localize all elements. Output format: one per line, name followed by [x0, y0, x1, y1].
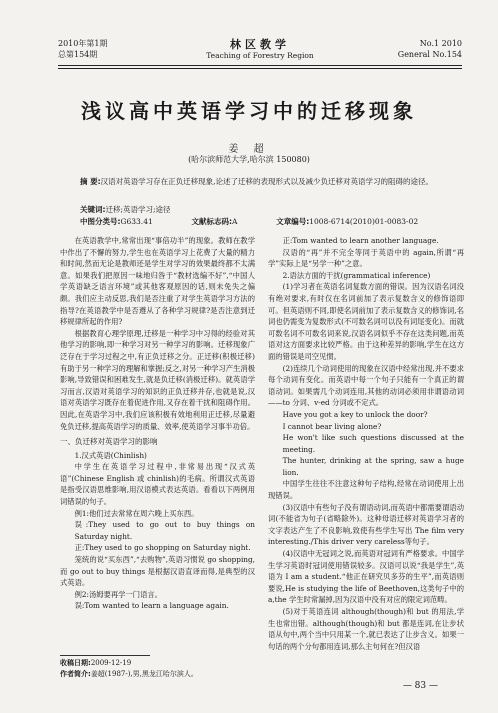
subsection-heading: 1.汉式英语(Chinlish)	[74, 450, 147, 460]
keywords	[80, 204, 438, 216]
doc-code-label: 文献标志码:	[191, 217, 233, 226]
left-column	[60, 235, 255, 612]
page-number: — 83 —	[402, 681, 438, 691]
example-sentence: He won't like such questions discussed at the meeting.	[282, 433, 464, 454]
keywords-text: 迁移;英语学习;途径	[105, 205, 171, 214]
journal-english-title: Teaching of Forestry Region	[206, 51, 314, 60]
article-number-value: 1008-6714(2010)01-0083-02	[309, 217, 419, 226]
paragraph: 在英语教学中,常常出现“事倍功半”的现象。教师在教学中作出了不懈的努力,学生也在英语学习上花费了大量的精力和时间,然而无论是教师还是学生对学习的效果最终都不太满意。如果我们把原因一味地归咎于“教材选编不好”,“中国人学英语缺乏语言环境”或其他客观原因的话,则未免失之偏颇。我们应主动反思,我们是否注重了对学生英语学习方法的指导?在英语教学中是否遵从了各种学习规律?是否注意到迁移规律所起的作用?	[60, 236, 255, 327]
paragraph: (5)对于英语连词 although(though)和 but 的用法,学生也常出错。although(though)和 but 都是连词,在让步状语从句中,两个当中只用某一个,就已表达了让步含义。如果一句话的两个分句都用连词,那么主句何在?但汉语	[268, 607, 464, 651]
journal-header	[58, 38, 462, 64]
abstract-text: 汉语对英语学习存在正负迁移现象,论述了迁移的表现形式以及减少负迁移对英语学习的阻碍的途径。	[100, 177, 434, 186]
paragraph: (4)汉语中无冠词之说,而英语对冠词有严格要求。中国学生学习英语时冠词使用错误较多。汉语可以说“我是学生”,英语为 I am a student.“他正在研究贝多芬的生平”,而英语则要说,He is studying the life of Beethoven,这类句子中的 a,the 学生时常漏掉,因为汉语中没有对应的限定词范畴。	[268, 549, 464, 605]
section-heading: 一、负迁移对英语学习的影响	[60, 437, 158, 447]
example: 例2:汤姆要再学一门语言。	[74, 589, 162, 599]
clc-value: G633.41	[120, 217, 153, 226]
clc-label: 中图分类号:	[80, 217, 121, 226]
article-title: 浅议高中英语学习中的迁移现象	[81, 99, 417, 123]
abstract-label: 摘 要:	[80, 177, 101, 186]
issue-year: 2010年第1期	[58, 39, 108, 48]
example-wrong: 误:Tom wanted to learn a language again.	[74, 601, 229, 611]
right-column	[268, 235, 464, 652]
subsection-heading: 2.语法方面的干扰(grammatical inference)	[282, 270, 431, 280]
issue-info-right	[398, 38, 462, 60]
general-number: General No.154	[397, 50, 462, 59]
received-date: 2009-12-19	[90, 659, 132, 667]
example: 例1:他们过去常常在周六晚上买东西。	[74, 508, 199, 518]
paragraph: 笼统的说“买东西”,“去购物”,英语习惯说 go shopping,而 go out to buy things 是根据汉语直译而得,是典型的汉式英语。	[60, 555, 255, 588]
example-right: 正:They used to go shopping on Saturday night.	[74, 543, 251, 553]
paragraph: 根据教育心理学原理,迁移是一种学习中习得的经验对其他学习的影响,即一种学习对另一种学习的影响。迁移现象广泛存在于学习过程之中,有正负迁移之分。正迁移(积极迁移)有助于另一种学习的理解和掌握;反之,对另一种学习产生消极影响,导致错误和困难发生,就是负迁移(消极迁移)。就英语学习而言,汉语对英语学习的知识的正负迁移并存,也就是说,汉语对英语学习既存在着促进作用,又存在着干扰和阻碍作用。因此,在英语学习中,我们应该积极有效地利用正迁移,尽量避免负迁移,提高英语学习的质量、效率,使英语学习事半功倍。	[60, 328, 255, 431]
example-sentence: Have you got a key to unlock the door?	[282, 409, 428, 419]
example-right: 正:Tom wanted to learn another language.	[282, 236, 439, 245]
paragraph: 汉语的“再”并不完全等同于英语中的 again,所谓“再学”实际上是“另学一种”之意。	[268, 247, 464, 269]
footnote-rule	[60, 655, 150, 656]
abstract	[80, 176, 438, 188]
received-date-line	[60, 658, 198, 669]
author-bio-line	[60, 669, 198, 680]
example-sentence: The hunter, drinking at the spring, saw a huge lion.	[282, 456, 464, 477]
issue-number: No.1 2010	[419, 39, 462, 48]
doc-code-value: A	[232, 217, 238, 226]
author-bio: 姜超(1987-),男,黑龙江哈尔滨人。	[90, 670, 198, 678]
author-affiliation: (哈尔滨师范大学,哈尔滨 150080)	[188, 155, 310, 164]
example-wrong: 误:They used to go out to buy things on Saturday night.	[74, 520, 255, 541]
author-name: 姜 超	[228, 144, 270, 155]
keywords-label: 关键词:	[80, 205, 106, 214]
paragraph: 中国学生往往不注意这种句子结构,经常在动词使用上出现错误。	[268, 479, 464, 501]
example-sentence: I cannot bear living alone?	[282, 421, 382, 431]
issue-total: 总第154期	[58, 50, 98, 59]
paragraph: 中学生在英语学习过程中,非常易出现“汉式英语”(Chinese English 或 chinlish)的毛病。所谓汉式英语是指受汉语思维影响,用汉语模式表达英语。看看以下两例用词错误的句子。	[60, 462, 255, 507]
paragraph: (1)学习者在英语名词复数方面的错误。因为汉语名词没有绝对要求,有时仅在名词前加了表示复数含义的修饰语即可。但英语则不同,即使名词前加了表示复数含义的修饰词,名词也仍需变为复数形式(不可数名词可以没有词尾变化)。而就可数名词不可数名词来说,汉语名词似乎不存在这类问题,而英语对这方面要求比较严格。由于这种差异的影响,学生在这方面的错误是司空见惯。	[268, 282, 464, 361]
article-number-label: 文章编号:	[276, 217, 310, 226]
paragraph: (3)汉语中有些句子没有谓语动词,而英语中都需要谓语动词(不能省为句子(省略除外)。这种母语迁移对英语学习者的文字表达产生了不良影响,致使有些学生写出 The film very interesting./This driver very careless等句子。	[268, 502, 464, 547]
header-rule	[58, 65, 462, 66]
journal-title: 林区教学	[230, 38, 290, 51]
received-label: 收稿日期:	[60, 659, 91, 667]
paragraph: (2)连续几个动词使用的现象在汉语中经常出现,并不要求每个动词有变化。而英语中每一个句子只能有一个真正的谓语动词。如果需几个动词连用,其他的动词必须用非谓语动词——to 分词、v-ed 分词或不定式。	[268, 363, 464, 408]
classification-line	[80, 216, 438, 228]
header-rule-thin	[58, 68, 462, 69]
footnote	[60, 658, 198, 680]
bio-label: 作者简介:	[60, 670, 91, 678]
